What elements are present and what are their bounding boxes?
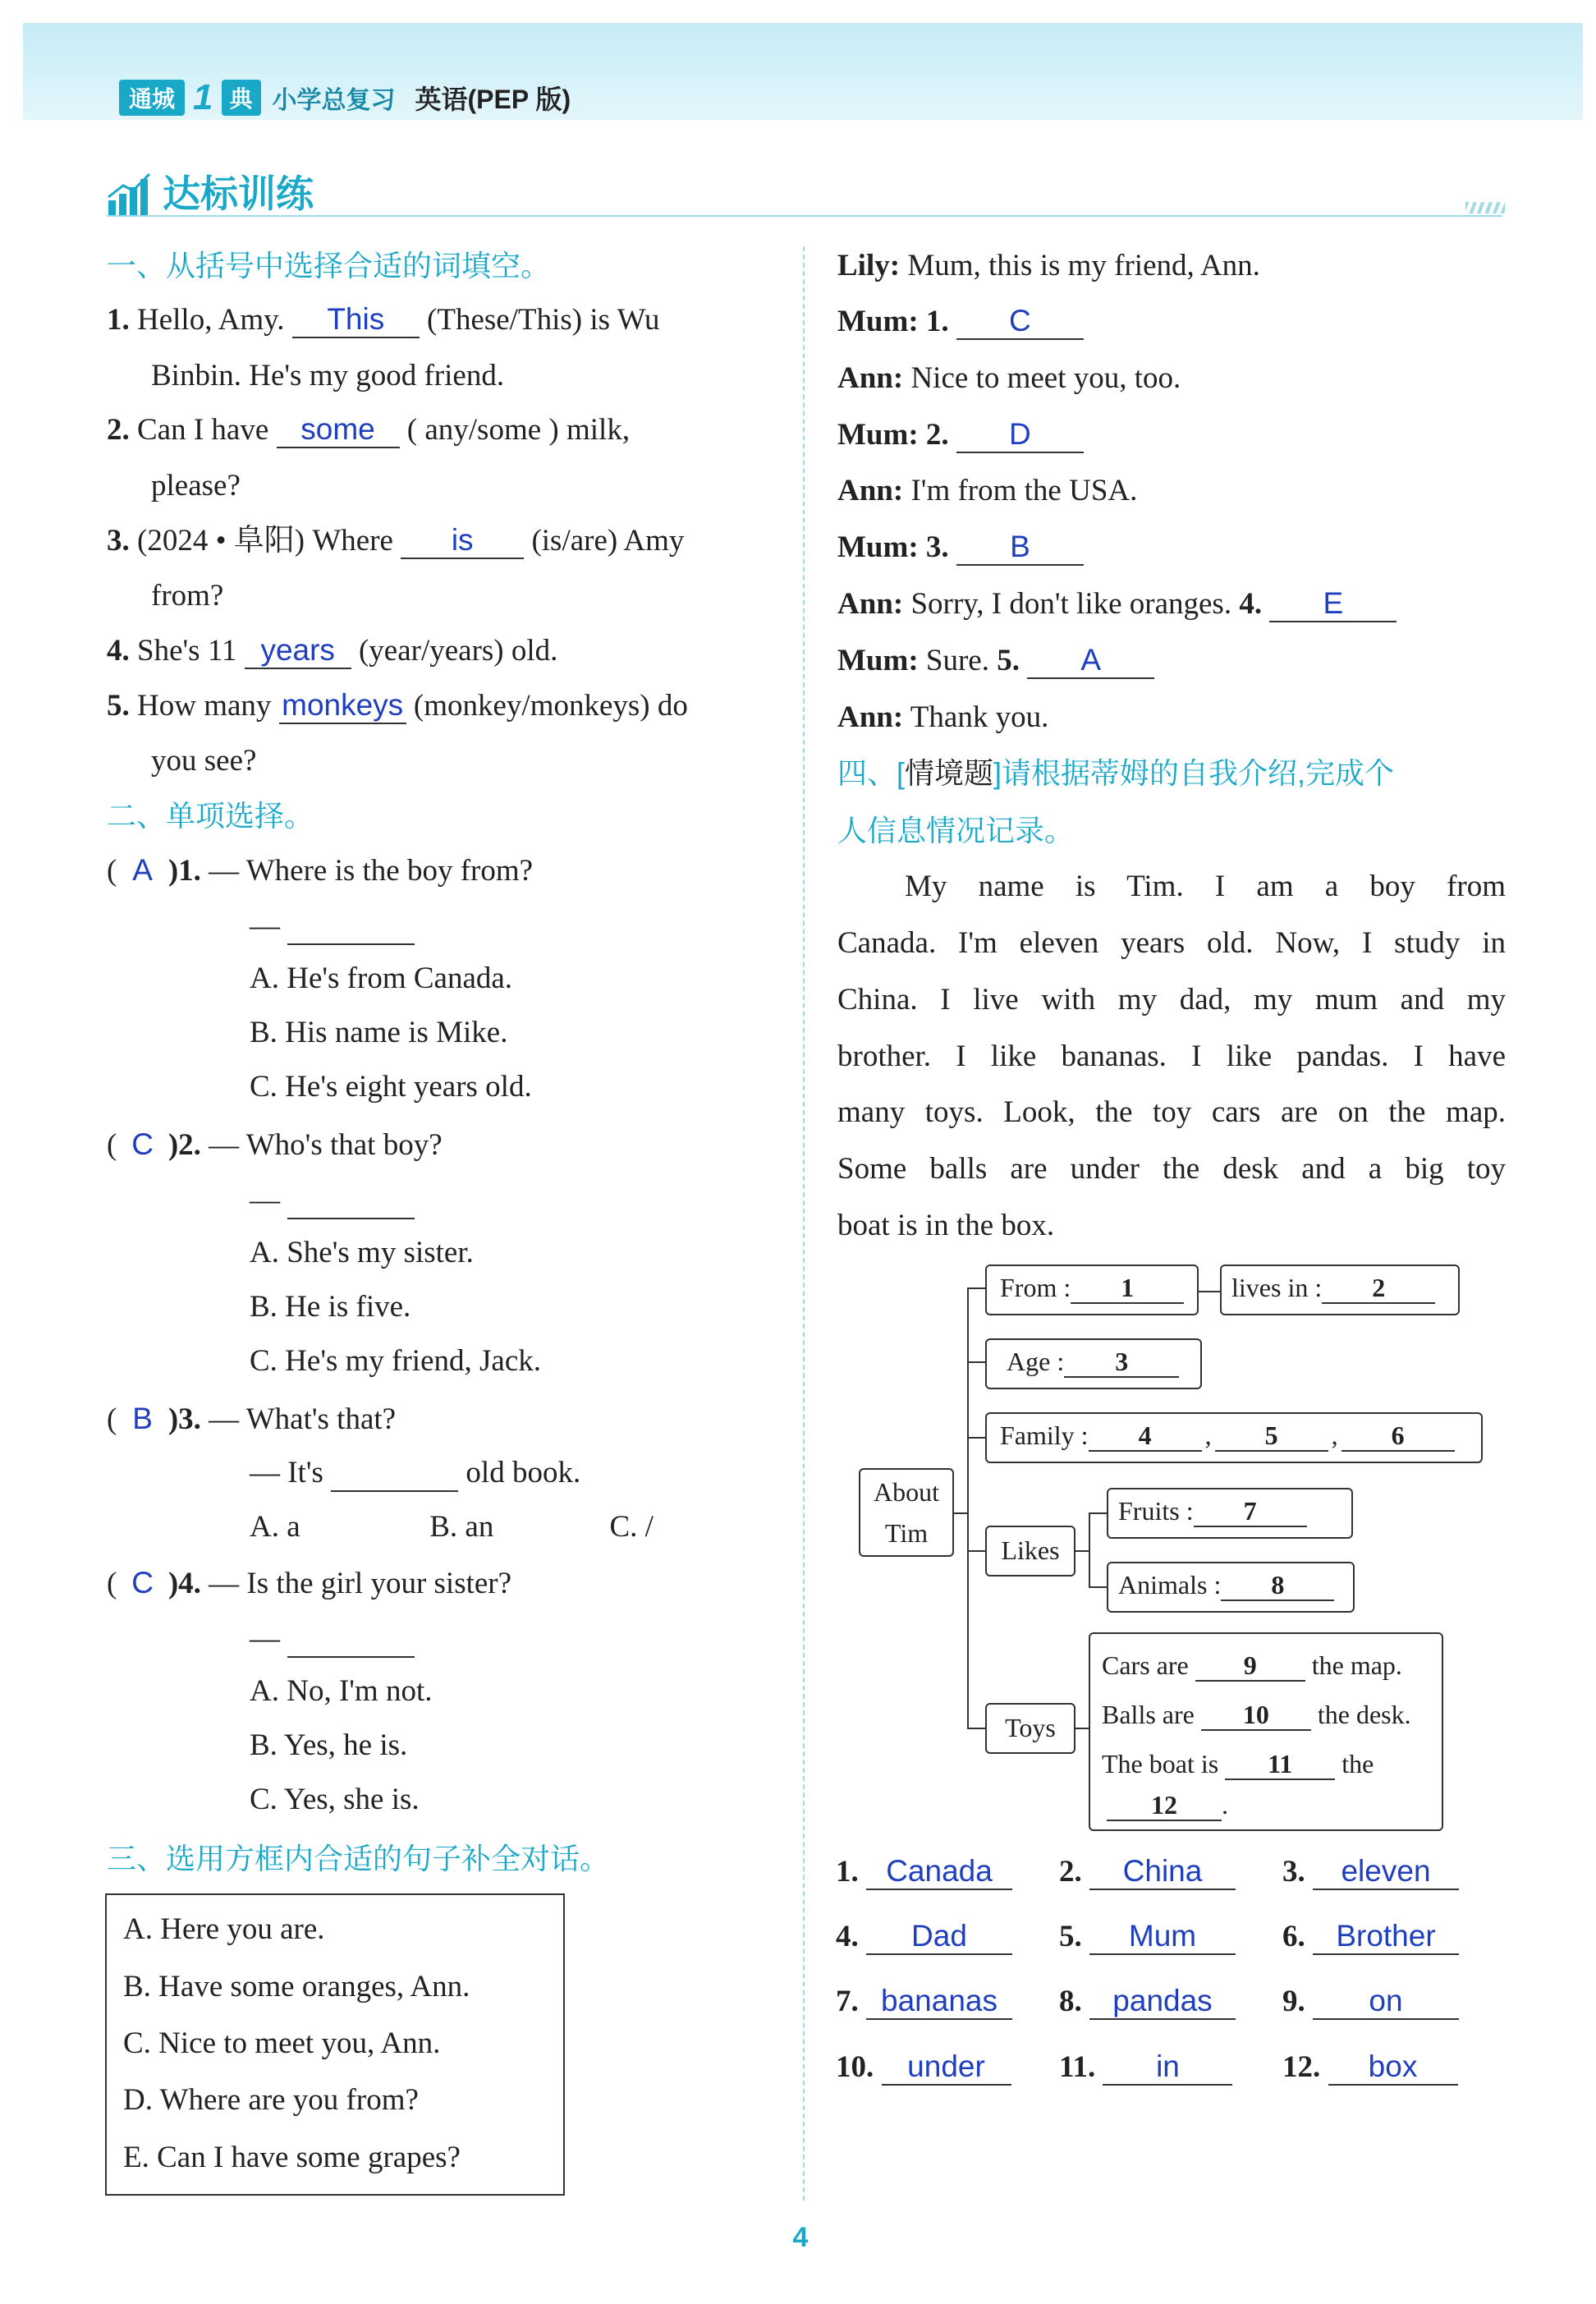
section-title <box>107 164 314 218</box>
part2-title: 二、单项选择。 <box>107 799 314 833</box>
answer-blank[interactable]: China <box>1089 1855 1236 1890</box>
column-divider <box>803 246 805 2201</box>
answer-blank[interactable]: E <box>1269 587 1396 622</box>
section-title-stripes <box>1465 202 1505 213</box>
answer-cell: 3. eleven <box>1282 1844 1506 1900</box>
choice-item: B. Have some oranges, Ann. <box>123 1970 470 2003</box>
answer-row-3 <box>836 1974 1509 2030</box>
choice-item: E. Can I have some grapes? <box>123 2141 461 2174</box>
dialogue-line-3: Ann: Nice to meet you, too. <box>837 361 1181 395</box>
passage-line: Canada. I'm eleven years old. Now, I study in <box>837 926 1506 960</box>
answer-blank[interactable]: some <box>277 413 400 448</box>
mc-reply-2: — <box>250 1173 415 1228</box>
mc-answer[interactable]: C <box>131 1566 154 1599</box>
answer-blank[interactable]: on <box>1313 1985 1459 2020</box>
answer-cell: 8. pandas <box>1059 1974 1282 2030</box>
map-blank[interactable]: 2 <box>1322 1274 1435 1304</box>
answer-blank[interactable] <box>287 1622 415 1658</box>
answer-blank[interactable]: years <box>245 634 351 669</box>
answer-blank[interactable] <box>331 1457 458 1492</box>
page-number: 4 <box>792 2222 809 2253</box>
dialogue-line-7: Ann: Sorry, I don't like oranges. 4. E <box>837 576 1396 632</box>
mc-question-3: ( B )3. — What's that? <box>107 1391 396 1448</box>
map-likes: Likes <box>985 1526 1075 1577</box>
map-blank[interactable]: 6 <box>1341 1421 1455 1452</box>
header <box>119 78 571 117</box>
dialogue-line-6: Mum: 3. B <box>837 520 1084 576</box>
map-blank[interactable]: 5 <box>1215 1421 1328 1452</box>
answer-blank[interactable] <box>287 910 415 945</box>
answer-cell: 1. Canada <box>836 1844 1059 1900</box>
part1-item-1-cont: Binbin. He's my good friend. <box>151 359 505 392</box>
answer-cell: 4. Dad <box>836 1909 1059 1965</box>
answer-blank[interactable]: A <box>1027 644 1154 679</box>
dialogue-line-5: Ann: I'm from the USA. <box>837 474 1138 507</box>
map-blank[interactable]: 8 <box>1221 1571 1334 1601</box>
answer-blank[interactable]: in <box>1103 2050 1232 2086</box>
map-from: From : 1 <box>985 1264 1199 1315</box>
part1-item-1: 1. Hello, Amy. This (These/This) is Wu <box>107 302 660 337</box>
answer-cell: 12. box <box>1282 2040 1506 2095</box>
header-subject: 英语(PEP 版) <box>415 85 571 114</box>
mc-option: C. He's my friend, Jack. <box>250 1344 542 1378</box>
answer-blank[interactable]: monkeys <box>279 689 406 724</box>
mc-option: C. He's eight years old. <box>250 1070 532 1104</box>
scenario-tag: 情境题 <box>905 756 994 790</box>
answer-blank[interactable]: B <box>956 530 1084 566</box>
part1-item-5-cont: you see? <box>151 744 257 778</box>
mc-question-4: ( C )4. — Is the girl your sister? <box>107 1555 511 1612</box>
answer-cell: 10. under <box>836 2040 1059 2095</box>
answer-blank[interactable]: box <box>1328 2050 1458 2086</box>
mc-option: A. a <box>250 1510 300 1544</box>
part1-item-5: 5. How many monkeys (monkey/monkeys) do <box>107 688 688 723</box>
answer-blank[interactable]: Mum <box>1089 1920 1236 1955</box>
part1-item-3-cont: from? <box>151 579 224 613</box>
mc-question-1: ( A )1. — Where is the boy from? <box>107 842 533 899</box>
answer-row-2 <box>836 1909 1509 1965</box>
part1-title: 一、从括号中选择合适的词填空。 <box>107 249 551 282</box>
passage-line: My name is Tim. I am a boy from <box>905 870 1506 903</box>
section-title-rule <box>107 215 1502 217</box>
answer-blank[interactable]: pandas <box>1089 1985 1236 2020</box>
part3-title: 三、选用方框内合适的句子补全对话。 <box>107 1842 610 1875</box>
answer-cell: 9. on <box>1282 1974 1506 2030</box>
map-blank[interactable]: 11 <box>1225 1750 1335 1780</box>
section-title-text: 达标训练 <box>163 172 314 215</box>
mc-option: B. He is five. <box>250 1290 411 1324</box>
mc-option: B. His name is Mike. <box>250 1016 508 1049</box>
header-badge-number: 1 <box>193 77 213 117</box>
answer-cell: 6. Brother <box>1282 1909 1506 1965</box>
answer-row-1 <box>836 1844 1509 1900</box>
dialogue-line-8: Mum: Sure. 5. A <box>837 633 1154 689</box>
map-blank[interactable]: 12 <box>1107 1791 1222 1821</box>
answer-cell: 11. in <box>1059 2040 1282 2095</box>
answer-blank[interactable]: Dad <box>866 1920 1012 1955</box>
map-fruits: Fruits : 7 <box>1107 1488 1353 1539</box>
map-toys-detail: Cars are 9 the map. Balls are 10 the desk. The boat is 11 the 12 . <box>1089 1632 1443 1831</box>
part1-item-2-cont: please? <box>151 469 241 503</box>
header-series: 小学总复习 <box>272 87 396 114</box>
map-family: Family : 4 , 5 , 6 <box>985 1412 1483 1463</box>
answer-blank[interactable]: eleven <box>1313 1855 1459 1890</box>
part4-title: 四、[情境题]请根据蒂姆的自我介绍,完成个 <box>837 756 1395 790</box>
mc-option: A. She's my sister. <box>250 1236 474 1269</box>
mc-reply-3: — It's old book. <box>250 1445 580 1501</box>
dialogue-line-4: Mum: 2. D <box>837 407 1084 463</box>
passage-line: China. I live with my dad, my mum and my <box>837 983 1506 1017</box>
map-blank[interactable]: 7 <box>1194 1497 1307 1527</box>
map-animals: Animals : 8 <box>1107 1562 1355 1613</box>
passage-line: many toys. Look, the toy cars are on the map. <box>837 1095 1506 1129</box>
passage-line: boat is in the box. <box>837 1209 1055 1242</box>
mc-question-2: ( C )2. — Who's that boy? <box>107 1117 443 1173</box>
choice-item: A. Here you are. <box>123 1912 325 1946</box>
mc-option: B. an <box>429 1510 494 1544</box>
answer-blank[interactable]: Canada <box>866 1855 1012 1890</box>
answer-blank[interactable]: C <box>956 305 1084 340</box>
dialogue-line-2: Mum: 1. C <box>837 294 1084 350</box>
map-age: Age : 3 <box>985 1338 1202 1389</box>
dialogue-line-1: Lily: Mum, this is my friend, Ann. <box>837 249 1260 282</box>
mc-option: A. He's from Canada. <box>250 962 513 995</box>
mc-reply-1: — <box>250 898 415 954</box>
part4-title-cont: 人信息情况记录。 <box>837 814 1075 847</box>
answer-cell: 2. China <box>1059 1844 1282 1900</box>
answer-cell: 7. bananas <box>836 1974 1059 2030</box>
map-blank[interactable]: 1 <box>1071 1274 1184 1304</box>
answer-row-4 <box>836 2040 1509 2095</box>
map-root: About Tim <box>859 1468 954 1557</box>
bar-chart-icon <box>107 172 156 218</box>
answer-blank[interactable]: is <box>401 524 524 559</box>
map-blank[interactable]: 9 <box>1195 1651 1305 1682</box>
mc-answer[interactable]: A <box>132 853 153 887</box>
part1-item-2: 2. Can I have some ( any/some ) milk, <box>107 412 631 447</box>
passage-line: brother. I like bananas. I like pandas. I have <box>837 1040 1506 1073</box>
header-badge-2: 典 <box>222 80 261 116</box>
answer-cell: 5. Mum <box>1059 1909 1282 1965</box>
mc-option: B. Yes, he is. <box>250 1728 408 1762</box>
mc-option: C. Yes, she is. <box>250 1783 420 1816</box>
choice-item: C. Nice to meet you, Ann. <box>123 2026 441 2060</box>
mc-option: A. No, I'm not. <box>250 1674 433 1708</box>
answer-blank[interactable]: bananas <box>866 1985 1012 2020</box>
mc-options-inline <box>250 1499 654 1555</box>
map-toys: Toys <box>985 1703 1075 1754</box>
map-blank[interactable]: 3 <box>1064 1347 1179 1378</box>
passage-line: Some balls are under the desk and a big toy <box>837 1152 1506 1186</box>
mc-option: C. / <box>609 1510 654 1544</box>
mc-reply-4: — <box>250 1611 415 1667</box>
header-badge-1: 通城 <box>119 80 185 116</box>
map-blank[interactable]: 10 <box>1201 1700 1311 1731</box>
answer-blank[interactable]: This <box>292 303 420 338</box>
answer-blank[interactable]: D <box>956 418 1084 453</box>
answer-blank[interactable]: Brother <box>1313 1920 1459 1955</box>
part1-item-4: 4. She's 11 years (year/years) old. <box>107 633 558 668</box>
answer-blank[interactable]: under <box>882 2050 1011 2086</box>
answer-blank[interactable] <box>287 1184 415 1219</box>
mc-answer[interactable]: C <box>131 1127 154 1161</box>
choice-item: D. Where are you from? <box>123 2083 419 2117</box>
mc-answer[interactable]: B <box>132 1402 153 1435</box>
map-lives-in: lives in : 2 <box>1220 1264 1460 1315</box>
dialogue-line-9: Ann: Thank you. <box>837 700 1049 734</box>
map-blank[interactable]: 4 <box>1089 1421 1202 1452</box>
part1-item-3: 3. (2024 • 阜阳) Where is (is/are) Amy <box>107 523 685 558</box>
